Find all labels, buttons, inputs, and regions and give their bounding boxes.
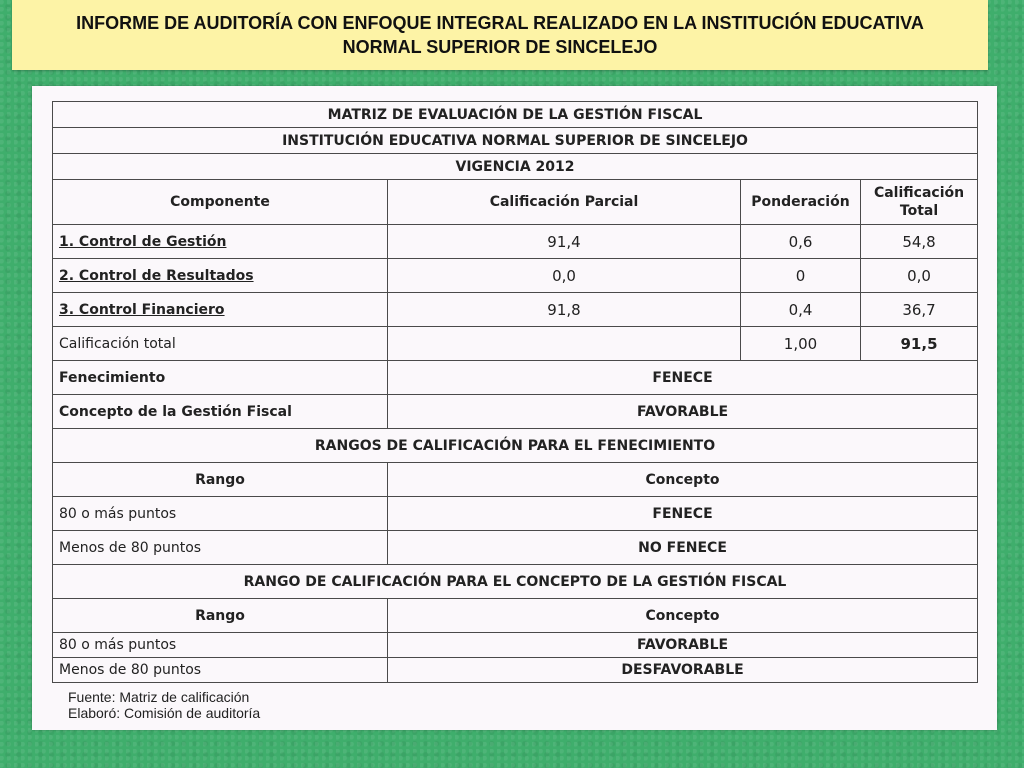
concepto-ranges-title: RANGO DE CALIFICACIÓN PARA EL CONCEPTO DE LA GESTIÓN FISCAL [53, 565, 978, 599]
table-row [53, 361, 978, 395]
scanned-document [32, 86, 997, 730]
table-row [53, 327, 978, 361]
row-total: 54,8 [861, 225, 978, 259]
row-parcial: 91,4 [388, 225, 741, 259]
evaluation-matrix-table [52, 101, 978, 683]
fen-concepto: FENECE [388, 497, 978, 531]
col-header-parcial: Calificación Parcial [388, 180, 741, 225]
table-row [53, 154, 978, 180]
fen-rango: 80 o más puntos [53, 497, 388, 531]
table-row [53, 633, 978, 658]
con-concepto: DESFAVORABLE [388, 658, 978, 683]
con-col-rango: Rango [53, 599, 388, 633]
con-col-concepto: Concepto [388, 599, 978, 633]
row-componente: 3. Control Financiero [53, 293, 388, 327]
total-row-total: 91,5 [861, 327, 978, 361]
row-ponderacion: 0,6 [741, 225, 861, 259]
table-row [53, 658, 978, 683]
col-header-ponderacion: Ponderación [741, 180, 861, 225]
concepto-label: Concepto de la Gestión Fiscal [53, 395, 388, 429]
col-header-componente: Componente [53, 180, 388, 225]
table-row [53, 429, 978, 463]
fenecimiento-value: FENECE [388, 361, 978, 395]
con-rango: Menos de 80 puntos [53, 658, 388, 683]
row-total: 0,0 [861, 259, 978, 293]
fenecimiento-label: Fenecimiento [53, 361, 388, 395]
row-ponderacion: 0 [741, 259, 861, 293]
row-componente: 1. Control de Gestión [53, 225, 388, 259]
table-row [53, 395, 978, 429]
con-rango: 80 o más puntos [53, 633, 388, 658]
total-row-ponderacion: 1,00 [741, 327, 861, 361]
row-ponderacion: 0,4 [741, 293, 861, 327]
table-row [53, 293, 978, 327]
fenecimiento-ranges-title: RANGOS DE CALIFICACIÓN PARA EL FENECIMIENTO [53, 429, 978, 463]
table-row [53, 259, 978, 293]
table-header-row [53, 463, 978, 497]
concepto-value: FAVORABLE [388, 395, 978, 429]
table-row [53, 531, 978, 565]
slide-title-line-1: INFORME DE AUDITORÍA CON ENFOQUE INTEGRAL REALIZADO EN LA INSTITUCIÓN EDUCATIVA [76, 13, 924, 33]
fen-rango: Menos de 80 puntos [53, 531, 388, 565]
con-concepto: FAVORABLE [388, 633, 978, 658]
table-row [53, 225, 978, 259]
row-total: 36,7 [861, 293, 978, 327]
slide-title-box [12, 0, 988, 70]
table-row [53, 565, 978, 599]
table-row [53, 497, 978, 531]
institution-name: INSTITUCIÓN EDUCATIVA NORMAL SUPERIOR DE SINCELEJO [53, 128, 978, 154]
fen-col-concepto: Concepto [388, 463, 978, 497]
matrix-title: MATRIZ DE EVALUACIÓN DE LA GESTIÓN FISCAL [53, 102, 978, 128]
table-header-row [53, 599, 978, 633]
table-row [53, 128, 978, 154]
row-parcial: 0,0 [388, 259, 741, 293]
total-row-label: Calificación total [53, 327, 388, 361]
col-header-total: Calificación Total [861, 180, 978, 225]
slide-title-line-2: NORMAL SUPERIOR DE SINCELEJO [342, 37, 658, 57]
row-parcial: 91,8 [388, 293, 741, 327]
table-header-row [53, 180, 978, 225]
row-componente: 2. Control de Resultados [53, 259, 388, 293]
vigencia-label: VIGENCIA 2012 [53, 154, 978, 180]
fen-concepto: NO FENECE [388, 531, 978, 565]
document-footer [68, 689, 260, 721]
footer-source: Fuente: Matriz de calificación [68, 689, 250, 705]
table-row [53, 102, 978, 128]
total-row-empty [388, 327, 741, 361]
fen-col-rango: Rango [53, 463, 388, 497]
footer-author: Elaboró: Comisión de auditoría [68, 705, 261, 721]
